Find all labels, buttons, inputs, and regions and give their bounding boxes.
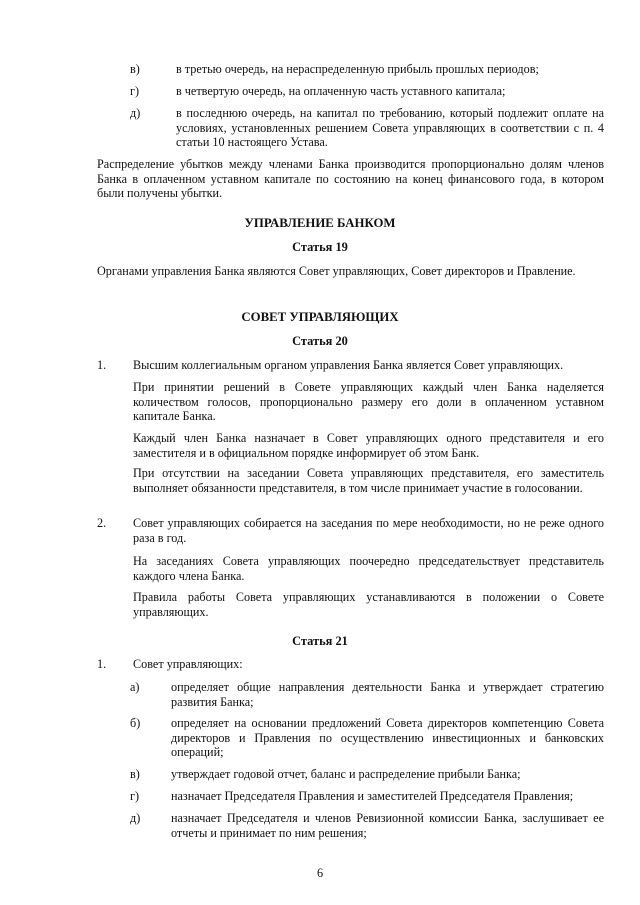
item-number: 1. — [97, 358, 107, 372]
list-item-text: назначает Председателя Правления и заместителей Председателя Правления; — [171, 789, 574, 803]
list-label: г) — [130, 84, 140, 98]
paragraph: Совет управляющих: — [133, 657, 243, 671]
paragraph: Высшим коллегиальным органом управления Банка является Совет управляющих. — [133, 358, 564, 372]
list-label: г) — [130, 789, 140, 803]
paragraph: На заседаниях Совета управляющих поочередно председательствует представитель каждого члена Банка. — [133, 554, 604, 583]
item-number: 2. — [97, 516, 107, 530]
section-title: УПРАВЛЕНИЕ БАНКОМ — [244, 216, 396, 230]
list-item-text: назначает Председателя и членов Ревизионной комиссии Банка, заслушивает ее отчеты и принимает по ним решения; — [171, 811, 604, 840]
list-label: в) — [130, 62, 140, 76]
page-number: 6 — [316, 866, 324, 880]
list-item-text: определяет на основании предложений Совета директоров компетенцию Совета директоров и Правления по осуществлению инвестиционных и банковских операций; — [171, 716, 604, 760]
list-label: д) — [130, 106, 141, 120]
article-title: Статья 20 — [292, 334, 348, 348]
paragraph: Совет управляющих собирается на заседания по мере необходимости, но не реже одного раза в год. — [133, 516, 604, 545]
item-number: 1. — [97, 657, 107, 671]
list-item-text: в последнюю очередь, на капитал по требованию, который подлежит оплате на условиях, установленных решением Совета управляющих в соответствии с п. 4 статьи 10 настоящего Устава. — [176, 106, 604, 150]
paragraph: Каждый член Банка назначает в Совет управляющих одного представителя и его заместителя и в официальном порядке информирует об этом Банк. — [133, 431, 604, 460]
list-label: а) — [130, 680, 140, 694]
section-title: СОВЕТ УПРАВЛЯЮЩИХ — [241, 310, 399, 324]
paragraph: При отсутствии на заседании Совета управляющих представителя, его заместитель выполняет обязанности представителя, в том числе принимает участие в голосовании. — [133, 466, 604, 495]
list-item-text: утверждает годовой отчет, баланс и распределение прибыли Банка; — [171, 767, 521, 781]
article-title: Статья 21 — [292, 634, 348, 648]
loss-distribution-paragraph: Распределение убытков между членами Банка производится пропорционально долям членов Банка в оплаченном уставном капитале по состоянию на конец финансового года, в котором были получены убытки. — [97, 157, 604, 201]
paragraph: Органами управления Банка являются Совет управляющих, Совет директоров и Правление. — [97, 264, 576, 278]
paragraph: При принятии решений в Совете управляющих каждый член Банка наделяется количеством голосов, пропорционально размеру его доли в оплаченном уставном капитале Банка. — [133, 380, 604, 424]
list-item-text: в третью очередь, на нераспределенную прибыль прошлых периодов; — [176, 62, 539, 76]
list-item-text: определяет общие направления деятельности Банка и утверждает стратегию развития Банка; — [171, 680, 604, 709]
list-label: д) — [130, 811, 141, 825]
list-item-text: в четвертую очередь, на оплаченную часть уставного капитала; — [176, 84, 506, 98]
paragraph: Правила работы Совета управляющих устанавливаются в положении о Совете управляющих. — [133, 590, 604, 619]
article-title: Статья 19 — [292, 240, 348, 254]
list-label: б) — [130, 716, 141, 730]
list-label: в) — [130, 767, 140, 781]
